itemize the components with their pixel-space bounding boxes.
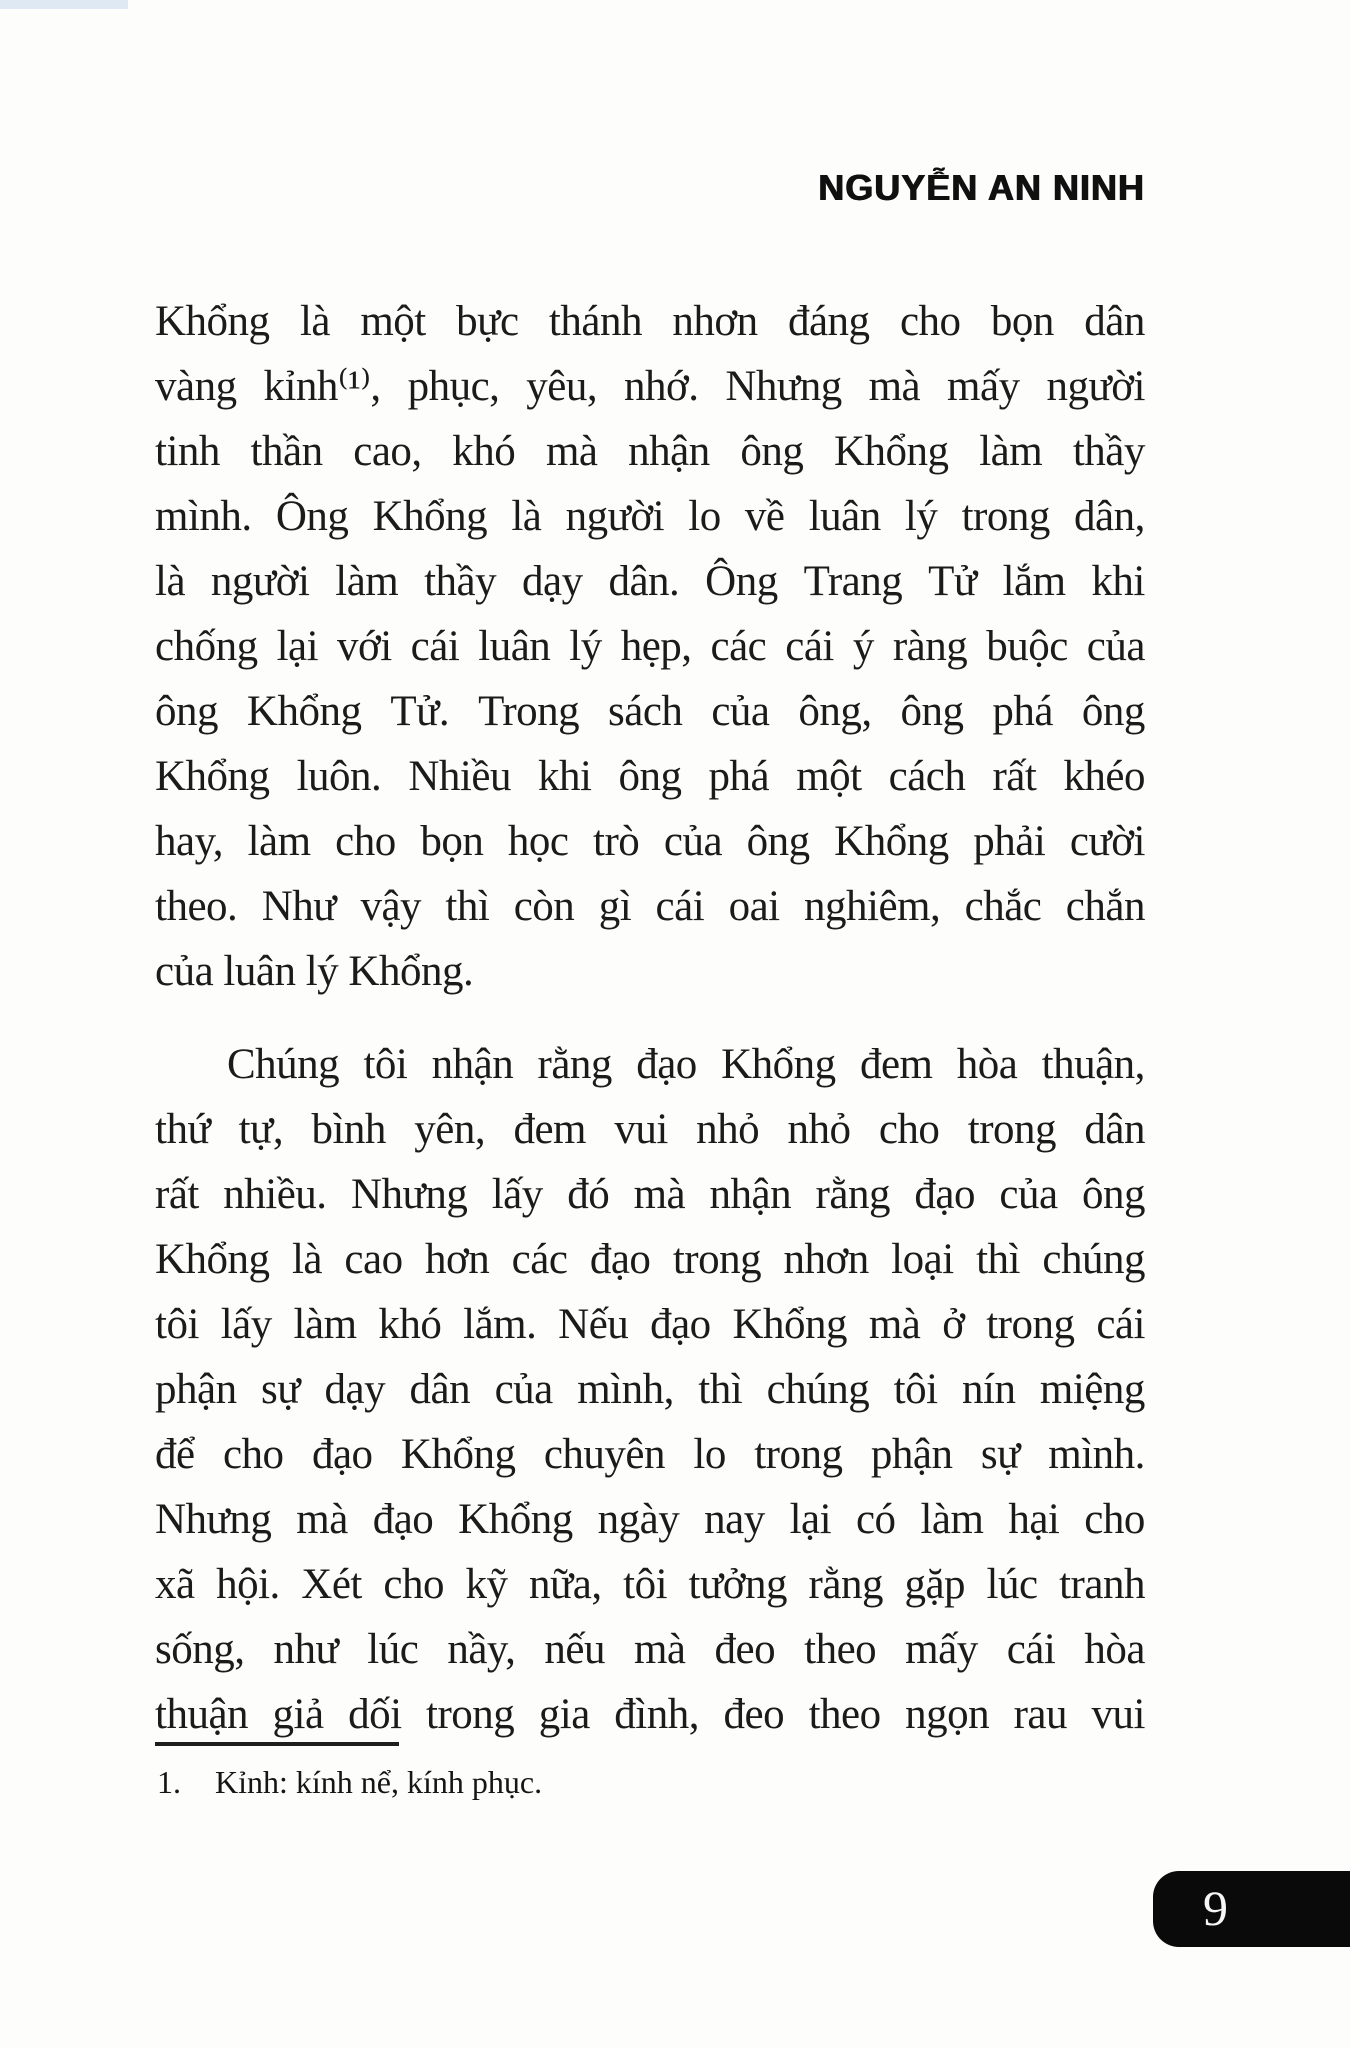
text-line: của luân lý Khổng. (155, 948, 474, 995)
paragraph-2 (155, 1032, 1145, 1747)
running-header-author: NGUYỄN AN NINH (818, 167, 1145, 208)
footnote-separator (155, 1742, 399, 1746)
text-line: theo. Như vậy thì còn gì cái oai nghiêm, chắc chắn (155, 883, 1145, 930)
text-line: Khổng là một bực thánh nhơn đáng cho bọn dân (155, 298, 1145, 345)
footnote-number: 1. (157, 1764, 181, 1800)
page-number: 9 (1203, 1880, 1228, 1936)
text-line: hay, làm cho bọn học trò của ông Khổng phải cười (155, 818, 1145, 865)
text-line: Nhưng mà đạo Khổng ngày nay lại có làm hại cho (155, 1496, 1145, 1543)
text-line: mình. Ông Khổng là người lo về luân lý trong dân, (155, 493, 1145, 540)
text-line: Khổng là cao hơn các đạo trong nhơn loại thì chúng (155, 1236, 1145, 1283)
text-line: là người làm thầy dạy dân. Ông Trang Tử lắm khi (155, 558, 1145, 605)
text-line: vàng kỉnh⁽¹⁾, phục, yêu, nhớ. Nhưng mà mấy người (155, 363, 1145, 410)
text-line: ông Khổng Tử. Trong sách của ông, ông phá ông (155, 688, 1145, 735)
text-line: xã hội. Xét cho kỹ nữa, tôi tưởng rằng gặp lúc tranh (155, 1561, 1145, 1608)
scan-artifact (0, 0, 128, 9)
text-line: Chúng tôi nhận rằng đạo Khổng đem hòa thuận, (227, 1041, 1145, 1088)
text-line: thứ tự, bình yên, đem vui nhỏ nhỏ cho trong dân (155, 1106, 1145, 1153)
text-line: phận sự dạy dân của mình, thì chúng tôi nín miệng (155, 1366, 1145, 1413)
body-text (155, 289, 1145, 1747)
text-line: rất nhiều. Nhưng lấy đó mà nhận rằng đạo của ông (155, 1171, 1145, 1218)
text-line: Khổng luôn. Nhiều khi ông phá một cách rất khéo (155, 753, 1145, 800)
paragraph-1 (155, 289, 1145, 1004)
text-line: tôi lấy làm khó lắm. Nếu đạo Khổng mà ở trong cái (155, 1301, 1145, 1348)
text-line: chống lại với cái luân lý hẹp, các cái ý ràng buộc của (155, 623, 1145, 670)
text-line: thuận giả dối trong gia đình, đeo theo ngọn rau vui (155, 1691, 1145, 1738)
footnote (157, 1760, 542, 1804)
text-line: sống, như lúc nầy, nếu mà đeo theo mấy cái hòa (155, 1626, 1145, 1673)
footnote-text: Kỉnh: kính nể, kính phục. (215, 1764, 543, 1800)
text-line: tinh thần cao, khó mà nhận ông Khổng làm thầy (155, 428, 1145, 475)
page-number-badge (1153, 1871, 1350, 1947)
text-line: để cho đạo Khổng chuyên lo trong phận sự mình. (155, 1431, 1145, 1478)
